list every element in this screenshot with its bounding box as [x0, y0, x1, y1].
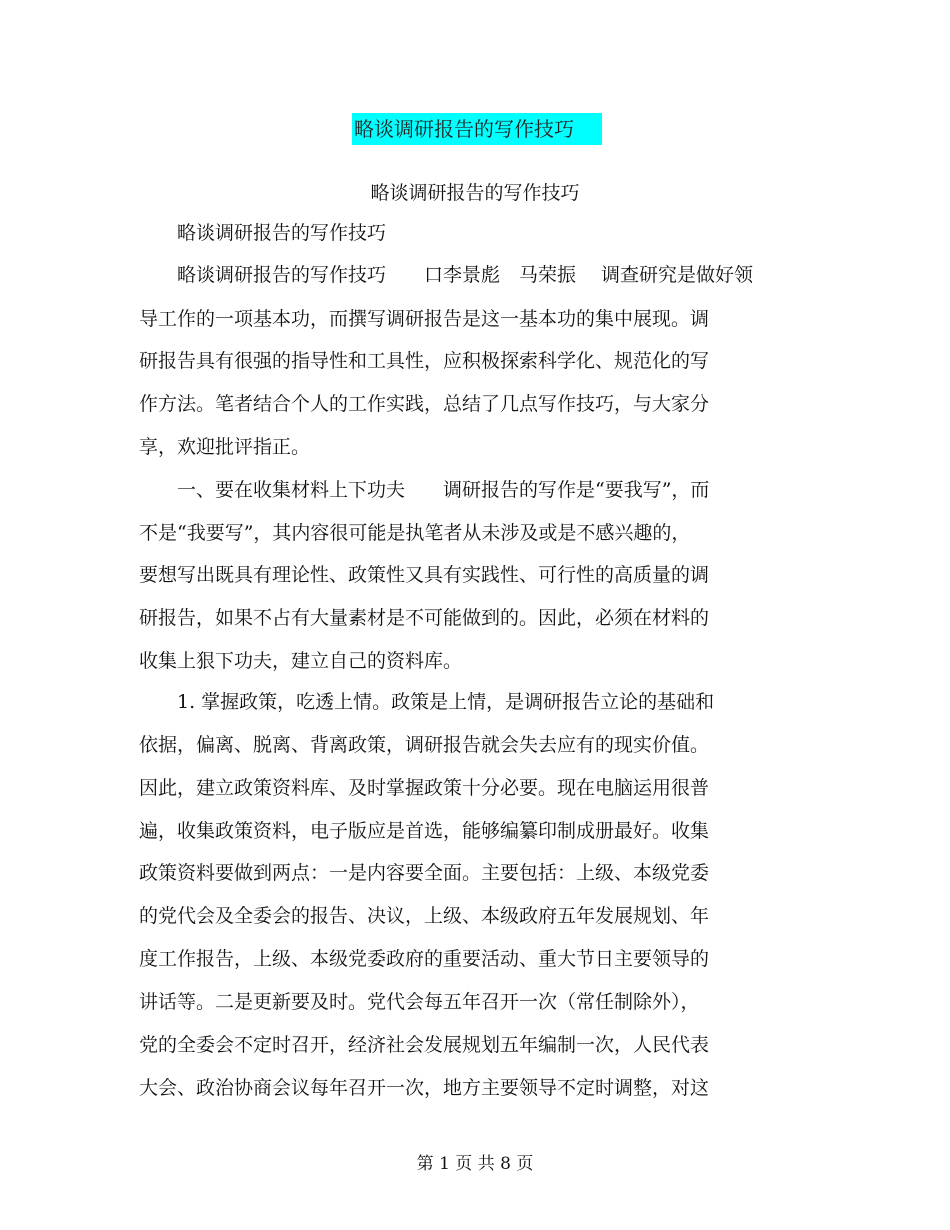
body-line: 遍，收集政策资料，电子版应是首选，能够编纂印制成册最好。收集 — [139, 820, 710, 842]
body-line: 作方法。笔者结合个人的工作实践，总结了几点写作技巧，与大家分 — [139, 393, 710, 415]
body-line: 一、要在收集材料上下功夫 调研报告的写作是“要我写”，而 — [139, 479, 710, 501]
body-line: 不是“我要写”，其内容很可能是执笔者从未涉及或是不感兴趣的， — [139, 522, 691, 544]
body-line: 略谈调研报告的写作技巧 口李景彪 马荣振 调查研究是做好领 — [139, 264, 754, 286]
body-line: 研报告具有很强的指导性和工具性，应积极探索科学化、规范化的写 — [139, 350, 710, 372]
body-line: 度工作报告，上级、本级党委政府的重要活动、重大节日主要领导的 — [139, 948, 710, 970]
body-line: 讲话等。二是更新要及时。党代会每五年召开一次（常任制除外）， — [139, 991, 700, 1013]
body-line: 的党代会及全委会的报告、决议，上级、本级政府五年发展规划、年 — [139, 905, 710, 927]
body-line: 导工作的一项基本功，而撰写调研报告是这一基本功的集中展现。调 — [139, 308, 710, 330]
page-number-footer: 第 1 页 共 8 页 — [416, 1154, 534, 1174]
body-line: 大会、政治协商会议每年召开一次，地方主要领导不定时调整，对这 — [139, 1077, 710, 1099]
body-line: 略谈调研报告的写作技巧 — [139, 222, 387, 244]
body-line: 享，欢迎批评指正。 — [139, 436, 311, 458]
document-subtitle: 略谈调研报告的写作技巧 — [370, 182, 580, 204]
document-title: 略谈调研报告的写作技巧 — [352, 113, 602, 145]
body-line: 研报告，如果不占有大量素材是不可能做到的。因此，必须在材料的 — [139, 607, 710, 629]
body-line: 1. 掌握政策，吃透上情。政策是上情，是调研报告立论的基础和 — [139, 691, 715, 713]
title-container — [0, 113, 950, 145]
body-line: 党的全委会不定时召开，经济社会发展规划五年编制一次，人民代表 — [139, 1034, 710, 1056]
body-line: 依据，偏离、脱离、背离政策，调研报告就会失去应有的现实价值。 — [139, 734, 710, 756]
body-line: 因此，建立政策资料库、及时掌握政策十分必要。现在电脑运用很普 — [139, 777, 710, 799]
body-line: 政策资料要做到两点：一是内容要全面。主要包括：上级、本级党委 — [139, 862, 710, 884]
body-line: 收集上狠下功夫，建立自己的资料库。 — [139, 650, 463, 672]
body-line: 要想写出既具有理论性、政策性又具有实践性、可行性的高质量的调 — [139, 564, 710, 586]
